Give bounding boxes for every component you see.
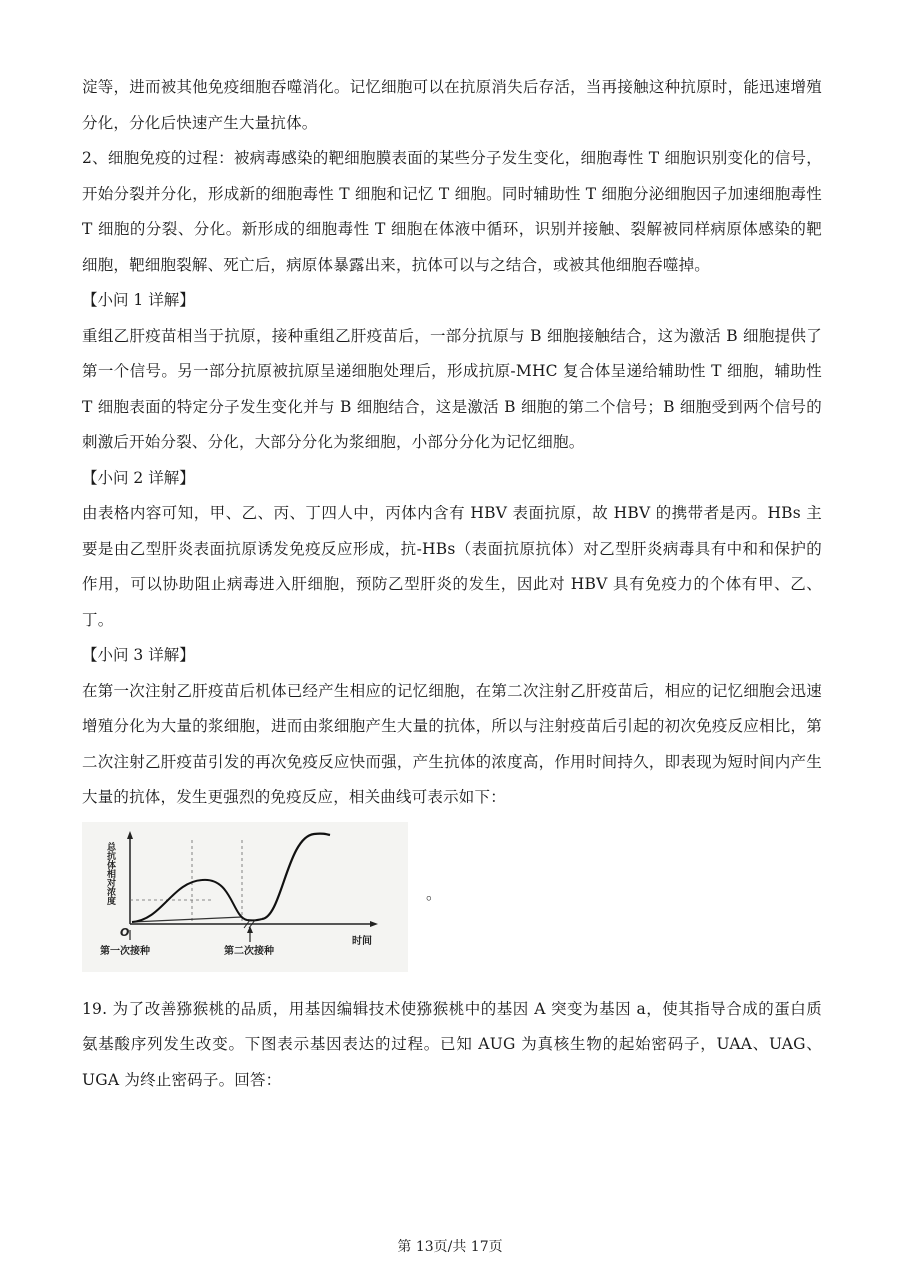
q1-heading: 【小问 1 详解】 bbox=[82, 291, 195, 309]
page-footer: 第 13页/共 17页 bbox=[397, 1239, 503, 1255]
second-injection-arrow-icon bbox=[247, 926, 253, 933]
q3-heading: 【小问 3 详解】 bbox=[82, 646, 195, 664]
second-injection-label: 第二次接种 bbox=[224, 945, 274, 957]
first-injection-label: 第一次接种 bbox=[100, 945, 150, 957]
q3-answer: 在第一次注射乙肝疫苗后机体已经产生相应的记忆细胞，在第二次注射乙肝疫苗后，相应的记忆细胞会迅速增殖分化为大量的浆细胞，进而由浆细胞产生大量的抗体，所以与注射疫苗后引起的初次免疫反应相比，第二次注射乙肝疫苗引发的再次免疫反应快而强，产生抗体的浓度高，作用时间持久，即表现为短时间内产生大量的抗体，发生更强烈的免疫反应，相关曲线可表示如下： bbox=[82, 681, 822, 806]
antibody-curve-svg bbox=[82, 822, 408, 972]
y-axis-label: 总抗体相对浓度 bbox=[105, 841, 115, 905]
primary-response-curve bbox=[132, 879, 262, 921]
q2-heading: 【小问 2 详解】 bbox=[82, 468, 195, 487]
paragraph-cellular-immunity: 2、细胞免疫的过程：被病毒感染的靶细胞膜表面的某些分子发生变化，细胞毒性 T 细胞识别变化的信号，开始分裂并分化，形成新的细胞毒性 T 细胞和记忆 T 细胞。同时辅助性 T 细胞分泌细胞因子加速细胞毒性 T 细胞的分裂、分化。新形成的细胞毒性 T 细胞在体液中循环，识别并接触、裂解被同样病原体感染的靶细胞，靶细胞裂解、死亡后，病原体暴露出来，抗体可以与之结合，或被其他细胞吞噬掉。 bbox=[82, 149, 822, 274]
antibody-curve-figure bbox=[82, 822, 822, 984]
y-axis-arrow-icon bbox=[127, 831, 133, 839]
q2-answer: 由表格内容可知，甲、乙、丙、丁四人中，丙体内含有 HBV 表面抗原，故 HBV 的携带者是丙。HBs 主要是由乙型肝炎表面抗原诱发免疫反应形成，抗-HBs（表面抗原抗体）对乙型肝炎病毒具有中和和保护的作用，可以协助阻止病毒进入肝细胞，预防乙型肝炎的发生，因此对 HBV 具有免疫力的个体有甲、乙、丁。 bbox=[82, 504, 822, 629]
antibody-curve-image bbox=[82, 822, 408, 972]
x-axis-label: 时间 bbox=[352, 935, 372, 947]
paragraph-humoral-end: 淀等，进而被其他免疫细胞吞噬消化。记忆细胞可以在抗原消失后存活，当再接触这种抗原时，能迅速增殖分化，分化后快速产生大量抗体。 bbox=[82, 78, 822, 132]
document-body bbox=[82, 70, 822, 1098]
q1-answer: 重组乙肝疫苗相当于抗原，接种重组乙肝疫苗后，一部分抗原与 B 细胞接触结合，这为激活 B 细胞提供了第一个信号。另一部分抗原被抗原呈递细胞处理后，形成抗原-MHC 复合体呈递给辅助性 T 细胞，辅助性 T 细胞表面的特定分子发生变化并与 B 细胞结合，这是激活 B 细胞的第二个信号；B 细胞受到两个信号的刺激后开始分裂、分化，大部分分化为浆细胞，小部分分化为记忆细胞。 bbox=[82, 326, 822, 451]
x-axis-arrow-icon bbox=[370, 921, 378, 927]
question-19: 19. 为了改善猕猴桃的品质，用基因编辑技术使猕猴桃中的基因 A 突变为基因 a，使其指导合成的蛋白质氨基酸序列发生改变。下图表示基因表达的过程。已知 AUG 为真核生物的起始密码子，UAA、UAG、UGA 为终止密码子。回答： bbox=[82, 999, 822, 1089]
figure-trailing-period: 。 bbox=[426, 884, 442, 903]
origin-label: O bbox=[120, 925, 130, 939]
secondary-response-curve bbox=[262, 833, 330, 918]
